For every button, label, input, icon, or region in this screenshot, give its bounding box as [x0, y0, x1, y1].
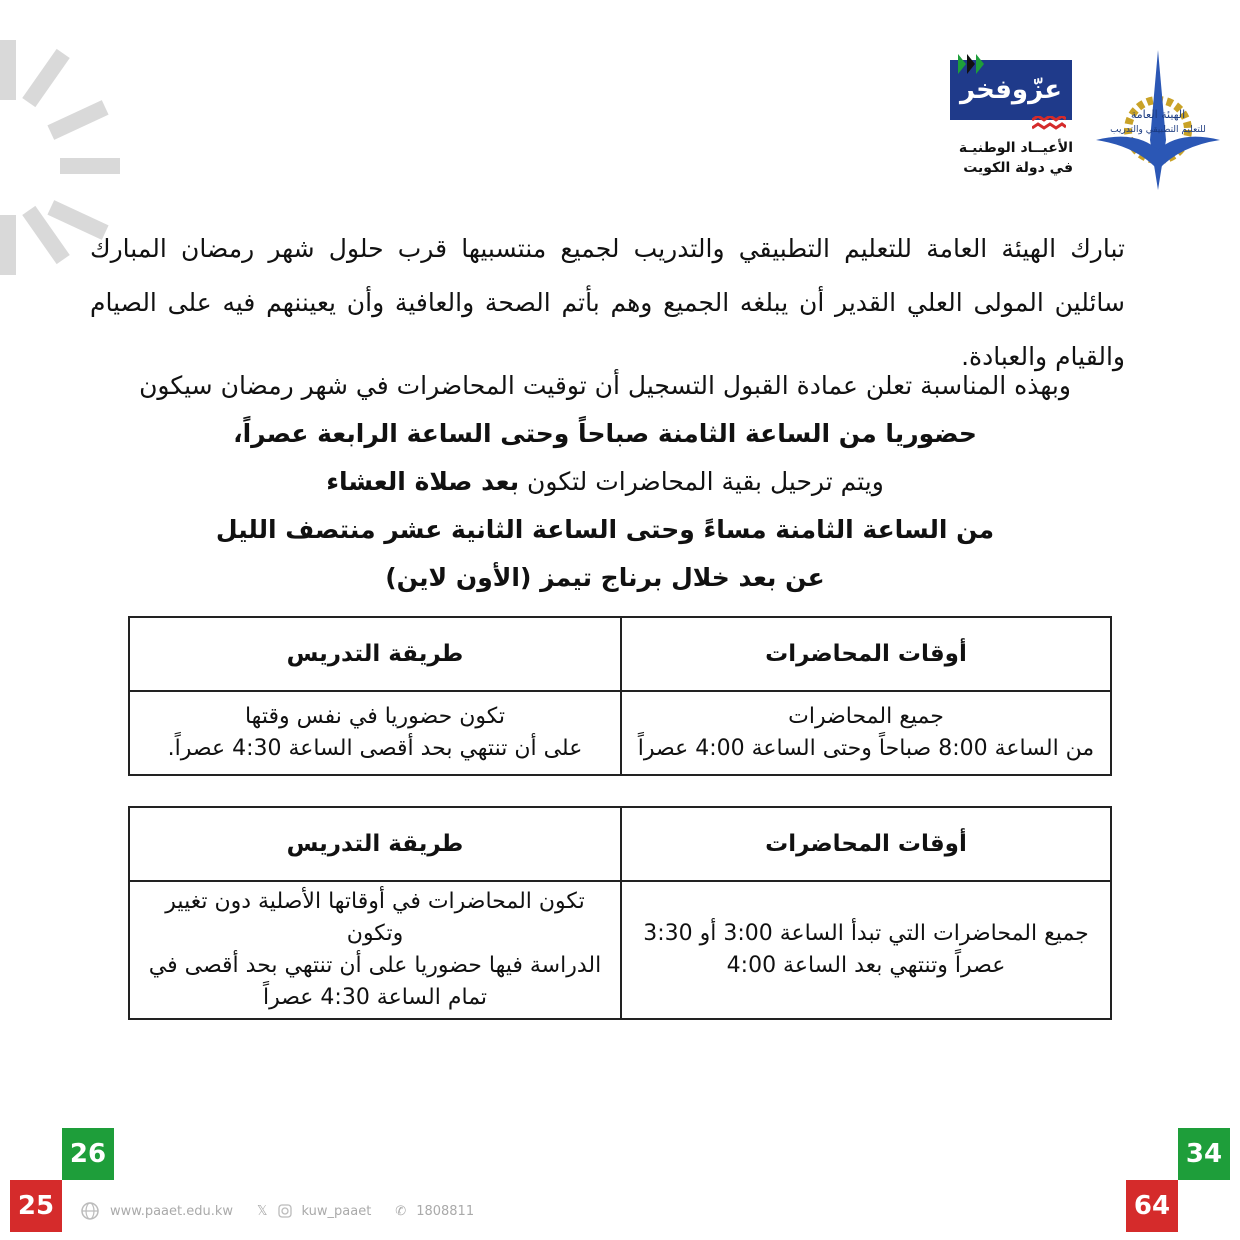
table2-times-line2: عصراً وتنتهي بعد الساعة 4:00 — [726, 953, 1006, 978]
table2-method-line3: تمام الساعة 4:30 عصراً — [262, 985, 488, 1010]
announcement-line1: وبهذه المناسبة تعلن عمادة القبول التسجيل أن توقيت المحاضرات في شهر رمضان سيكون — [139, 371, 1071, 400]
table2-header-times: أوقات المحاضرات — [621, 807, 1111, 881]
announcement-line4: من الساعة الثامنة مساءً وحتى الساعة الثانية عشر منتصف الليل — [215, 515, 995, 544]
azm-sub-line1: الأعيــاد الوطنيـة — [958, 140, 1073, 156]
announcement-line2: حضوريا من الساعة الثامنة صباحاً وحتى الساعة الرابعة عصراً، — [233, 419, 977, 448]
azm-logo-text: عزّوفخر — [959, 75, 1063, 105]
national-holidays-logo — [950, 60, 1075, 178]
corner-left-bottom: 25 — [10, 1180, 62, 1232]
table2-method-line2: الدراسة فيها حضوريا على أن تنتهي بحد أقصى في — [148, 953, 602, 978]
corner-right-bottom: 64 — [1126, 1180, 1178, 1232]
footer-website[interactable]: www.paaet.edu.kw — [110, 1203, 234, 1219]
x-icon: 𝕏 — [257, 1203, 268, 1219]
table2-header-method: طريقة التدريس — [129, 807, 621, 881]
footer-social[interactable]: kuw_paaet — [301, 1203, 372, 1219]
azm-logo-box — [950, 60, 1072, 120]
schedule-table-2 — [128, 806, 1112, 1020]
table2-times-line1: جميع المحاضرات التي تبدأ الساعة 3:00 أو 3:30 — [643, 921, 1089, 946]
wave-pattern-icon — [1032, 116, 1066, 132]
instagram-icon — [278, 1204, 292, 1218]
announcement-line3-normal: ويتم ترحيل بقية المحاضرات لتكون — [519, 467, 884, 496]
intro-paragraph: تبارك الهيئة العامة للتعليم التطبيقي والتدريب لجميع منتسبيها قرب حلول شهر رمضان المبارك سائلين المولى العلي القدير أن يبلغه الجميع وهم بأتم الصحة والعافية وأن يعيننهم فيه على الصيام والقيام والعبادة. — [90, 234, 1125, 371]
azm-sub-line2: في دولة الكويت — [963, 160, 1073, 176]
footer-phone[interactable]: 1808811 — [416, 1203, 475, 1219]
corner-right-top: 34 — [1178, 1128, 1230, 1180]
globe-icon — [80, 1201, 100, 1221]
table1-header-times: أوقات المحاضرات — [621, 617, 1111, 691]
table2-method-line1: تكون المحاضرات في أوقاتها الأصلية دون تغيير وتكون — [165, 889, 585, 946]
paaet-logo-line1: الهيئة العامة — [1130, 108, 1186, 121]
paaet-logo — [1096, 50, 1220, 190]
table1-method-line2: على أن تنتهي بحد أقصى الساعة 4:30 عصراً. — [167, 736, 583, 761]
corner-left-top: 26 — [62, 1128, 114, 1180]
table1-method-line1: تكون حضوريا في نفس وقتها — [244, 704, 506, 729]
announcement-line3-bold: بعد صلاة العشاء — [326, 467, 520, 496]
footer — [80, 1198, 520, 1224]
flag-pattern-icon — [958, 54, 984, 74]
announcement-line3 — [80, 458, 1130, 506]
phone-icon: ✆ — [395, 1203, 407, 1219]
announcement — [80, 362, 1130, 602]
table1-method-cell — [129, 691, 621, 775]
paaet-logo-line2: للتعليم التطبيقي والتدريب — [1110, 125, 1206, 135]
table2-method-cell — [129, 881, 621, 1019]
schedule-table-1 — [128, 616, 1112, 776]
table1-times-line2: من الساعة 8:00 صباحاً وحتى الساعة 4:00 عصراً — [637, 736, 1095, 761]
table1-times-line1: جميع المحاضرات — [788, 704, 944, 729]
table1-times-cell — [621, 691, 1111, 775]
announcement-line5: عن بعد خلال برناج تيمز (الأون لاين) — [385, 563, 825, 592]
table1-header-method: طريقة التدريس — [129, 617, 621, 691]
table2-times-cell — [621, 881, 1111, 1019]
